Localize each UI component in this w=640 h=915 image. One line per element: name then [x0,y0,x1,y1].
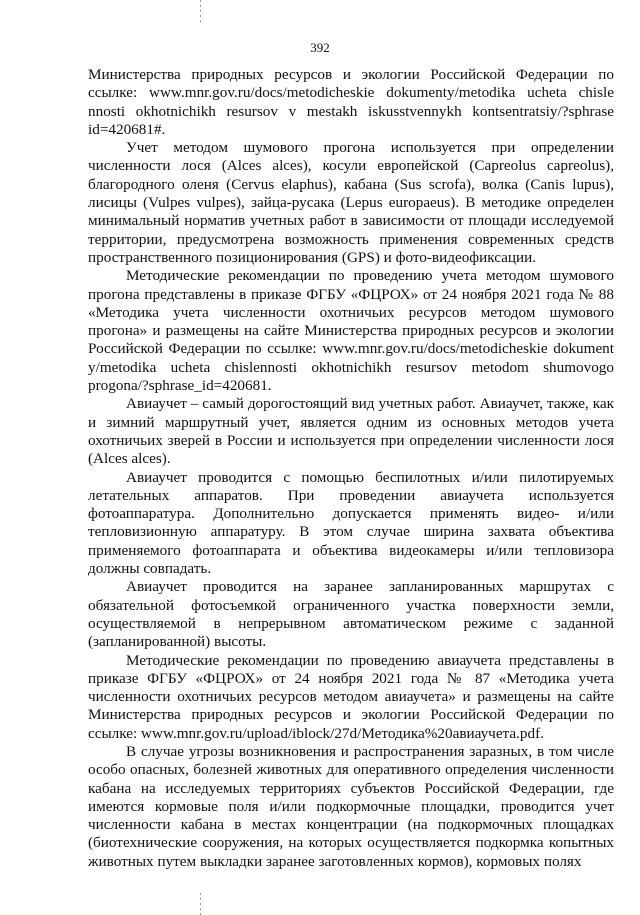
document-body [88,66,614,871]
page-number: 392 [310,40,330,55]
paragraph-link-continuation: Министерства природных ресурсов и экологии Российской Федерации по ссылке: www.mnr.gov.ru/docs/metodicheskie dokumenty/metodika ucheta chisle nnosti okhotnichikh resursov v mestakh iskusstvennykh kontsentratsiy/?sphrase id=420681#. [88,66,614,138]
paragraph-aerial-census-intro: Авиаучет – самый дорогостоящий вид учетных работ. Авиаучет, также, как и зимний маршрутный учет, является одним из основных методов учета охотничьих зверей в России и используется при определении численности лося (Alces alces). [88,395,614,468]
paragraph-noise-drive-guidelines: Методические рекомендации по проведению учета методом шумового прогона представлены в приказе ФГБУ «ФЦРОХ» от 24 ноября 2021 года № 88 «Методика учета численности охотничьих ресурсов методом шумового прогона» и размещены на сайте Министерства природных ресурсов и экологии Российской Федерации по ссылке: www.mnr.gov.ru/docs/metodicheskie dokument y/metodika ucheta chislennosti okhotnichikh resursov metodom shumovogo progona/?sphrase_id=420681. [88,267,614,395]
paragraph-aerial-census-routes: Авиаучет проводится на заранее запланированных маршрутах с обязательной фотосъемкой ограниченного участка поверхности земли, осуществляемой в непрерывном автоматическом режиме с заданной (запланированной) высоты. [88,578,614,651]
scan-artifact-line [200,0,201,22]
scan-artifact-line [200,893,201,915]
paragraph-noise-drive-census: Учет методом шумового прогона используется при определении численности лося (Alces alces), косули европейской (Capreolus capreolus), благородного оленя (Cervus elaphus), кабана (Sus scrofa), волка (Canis lupus), лисицы (Vulpes vulpes), зайца-русака (Lepus europaeus). В методике определен минимальный норматив учетных работ в зависимости от площади исследуемой территории, предусмотрена возможность применения современных средств пространственного позиционирования (GPS) и фото-видеофиксации. [88,139,614,266]
paragraph-aerial-census-guidelines: Методические рекомендации по проведению авиаучета представлены в приказе ФГБУ «ФЦРОХ» от 24 ноября 2021 года № 87 «Методика учета численности охотничьих ресурсов методом авиаучета» и размещены на сайте Министерства природных ресурсов и экологии Российской Федерации по ссылке: www.mnr.gov.ru/upload/iblock/27d/Методика%20авиаучета.pdf. [88,651,614,742]
paragraph-boar-census: В случае угрозы возникновения и распространения заразных, в том числе особо опасных, болезней животных для оперативного определения численности кабана на исследуемых территориях субъектов Российской Федерации, где имеются кормовые поля и/или подкормочные площадки, проводится учет численности кабана в местах концентрации (на подкормочных площадках (биотехнические сооружения, на которых осуществляется подкормка копытных животных путем выкладки заранее заготовленных кормов), кормовых полях [88,742,614,870]
paragraph-aerial-census-equipment: Авиаучет проводится с помощью беспилотных и/или пилотируемых летательных аппаратов. При проведении авиаучета используется фотоаппаратура. Дополнительно допускается применять видео- и/или тепловизионную аппаратуру. В этом случае ширина захвата объектива применяемого фотоаппарата и объектива видеокамеры и/или тепловизора должны совпадать. [88,468,614,578]
